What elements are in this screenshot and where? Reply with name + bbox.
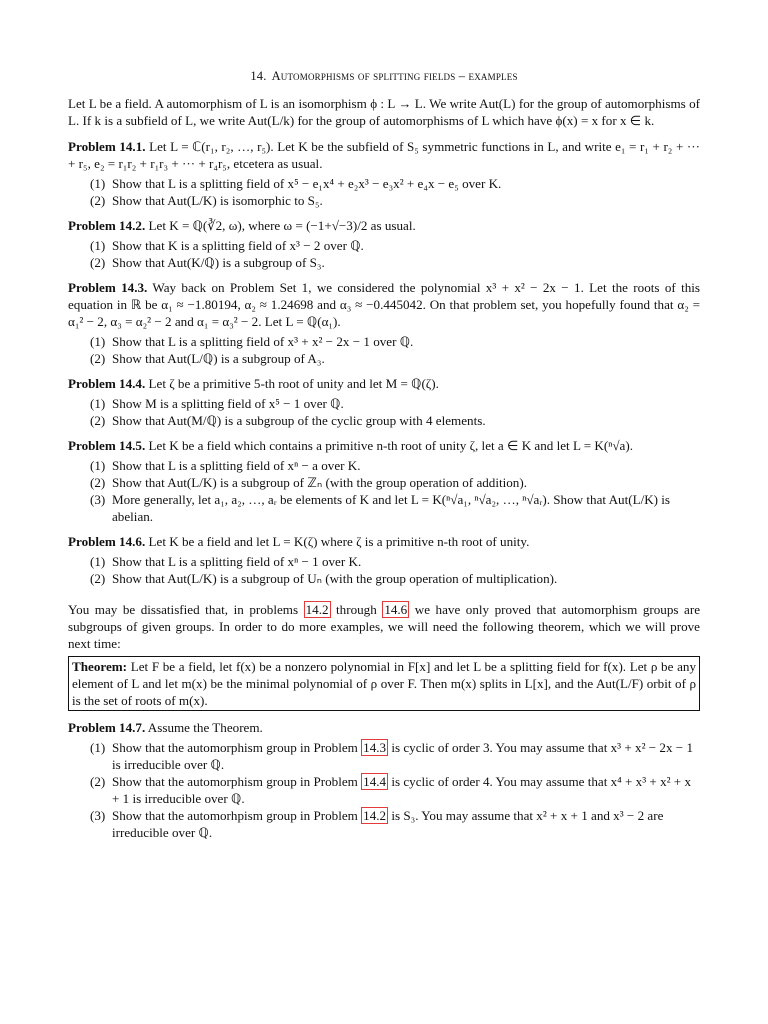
problem-items: [68, 395, 700, 429]
problem-statement: Let ζ be a primitive 5-th root of unity and let M = ℚ(ζ).: [148, 376, 439, 391]
problem-label: Problem 14.6.: [68, 534, 146, 549]
problem-items: [68, 739, 700, 841]
item-text: Show that L is a splitting field of xⁿ − a over K.: [112, 458, 361, 473]
list-item: [68, 570, 700, 587]
problem-items: [68, 553, 700, 587]
problem-link[interactable]: 14.3: [363, 740, 387, 755]
list-item: [68, 773, 700, 807]
item-number: (2): [90, 255, 106, 270]
item-number: (1): [90, 176, 106, 191]
problem-14-6: [68, 533, 700, 587]
problem-items: [68, 333, 700, 367]
list-item: [68, 237, 700, 254]
problem-14-2: [68, 217, 700, 271]
problem-statement: Let K be a field and let L = K(ζ) where ζ is a primitive n-th root of unity.: [148, 534, 530, 549]
list-item: [68, 175, 700, 192]
item-text: Show that the automorphism group in Problem: [112, 740, 362, 755]
problem-label: Problem 14.2.: [68, 218, 146, 233]
item-text: Show that the automorhpism group in Problem: [112, 808, 362, 823]
list-item: [68, 350, 700, 367]
list-item: [68, 412, 700, 429]
theorem-label: Theorem:: [72, 659, 128, 674]
item-number: (1): [90, 740, 106, 755]
remark-text-middle: through: [330, 602, 383, 617]
theorem-text: Let F be a field, let f(x) be a nonzero polynomial in F[x] and let L be a splitting field for f(x). Let ρ be any element of L and let m(x) be the minimal polynomial of ρ over F. Then m(x) splits in L[x], and the Aut(L/F) orbit of ρ is the set of roots of m(x).: [72, 659, 696, 708]
list-item: [68, 457, 700, 474]
item-number: (1): [90, 238, 106, 253]
item-text: Show that the automorphism group in Problem: [112, 774, 362, 789]
list-item: [68, 739, 700, 773]
list-item: [68, 491, 700, 525]
section-title-text: Automorphisms of splitting fields – examples: [271, 69, 518, 83]
remark-paragraph: [68, 601, 700, 652]
item-number: (2): [90, 413, 106, 428]
problem-14-7: [68, 719, 700, 841]
problem-label: Problem 14.5.: [68, 438, 146, 453]
problems-list: [68, 138, 700, 587]
problem-link[interactable]: 14.4: [363, 774, 387, 789]
problem-14-4: [68, 375, 700, 429]
problem-statement: Let K be a field which contains a primitive n-th root of unity ζ, let a ∈ K and let L = K(ⁿ√a).: [148, 438, 633, 453]
item-text: Show that K is a splitting field of x³ − 2 over ℚ.: [112, 238, 364, 253]
item-text: Show that L is a splitting field of xⁿ − 1 over K.: [112, 554, 362, 569]
item-text: Show that Aut(L/K) is a subgroup of Uₙ (with the group operation of multiplication).: [112, 571, 558, 586]
item-text: Show M is a splitting field of x⁵ − 1 over ℚ.: [112, 396, 344, 411]
item-number: (1): [90, 554, 106, 569]
remark-text-after: we have only proved that automorphism groups are subgroups of given groups. In order to do more examples, we will need the following theorem, which we will prove next time:: [68, 602, 701, 651]
item-text: Show that L is a splitting field of x⁵ − e₁x⁴ + e₂x³ − e₃x² + e₄x − e₅ over K.: [112, 176, 502, 191]
problem-link[interactable]: 14.2: [363, 808, 387, 823]
item-text: Show that Aut(K/ℚ) is a subgroup of S₃.: [112, 255, 325, 270]
item-number: (2): [90, 351, 106, 366]
item-number: (1): [90, 396, 106, 411]
problem-items: [68, 237, 700, 271]
item-text: Show that L is a splitting field of x³ + x² − 2x − 1 over ℚ.: [112, 334, 414, 349]
remark-text-before: You may be dissatisfied that, in problems: [68, 602, 304, 617]
item-number: (2): [90, 475, 106, 490]
item-text: is cyclic of order 4. You may assume that x⁴ + x³ + x² + x + 1 is irreducible over ℚ.: [112, 774, 692, 806]
problem-14-1: [68, 138, 700, 209]
item-number: (2): [90, 571, 106, 586]
problem-14-3: [68, 279, 700, 367]
problem-statement: Let L = ℂ(r₁, r₂, …, r₅). Let K be the subfield of S₅ symmetric functions in L, and write e₁ = r₁ + r₂ + ··· + r₅, e₂ = r₁r₂ + r₁r₃ + ··· + r₄r₅, etcetera as usual.: [68, 139, 700, 171]
problem-label: Problem 14.1.: [68, 139, 146, 154]
item-text: Show that Aut(L/K) is isomorphic to S₅.: [112, 193, 323, 208]
list-item: [68, 807, 700, 841]
item-text: Show that Aut(L/ℚ) is a subgroup of A₃.: [112, 351, 325, 366]
item-number: (1): [90, 458, 106, 473]
problem-statement: Assume the Theorem.: [147, 720, 263, 735]
theorem-box: [68, 656, 700, 711]
item-number: (2): [90, 774, 106, 789]
item-text: Show that Aut(M/ℚ) is a subgroup of the cyclic group with 4 elements.: [112, 413, 486, 428]
item-number: (1): [90, 334, 106, 349]
problem-link[interactable]: 14.2: [305, 602, 329, 617]
item-number: (3): [90, 808, 106, 823]
list-item: [68, 474, 700, 491]
intro-paragraph: Let L be a field. A automorphism of L is an isomorphism ϕ : L → L. We write Aut(L) for the group of automorphisms of L. If k is a subfield of L, we write Aut(L/k) for the group of automorphisms of L which have ϕ(x) = x for x ∈ k.: [68, 96, 700, 128]
item-number: (2): [90, 193, 106, 208]
problem-label: Problem 14.3.: [68, 280, 148, 295]
problem-items: [68, 175, 700, 209]
problem-statement: Let K = ℚ(∛2, ω), where ω = (−1+√−3)/2 as usual.: [148, 218, 416, 233]
problem-link[interactable]: 14.6: [384, 602, 408, 617]
problem-14-5: [68, 437, 700, 525]
problem-label: Problem 14.7.: [68, 720, 146, 735]
item-text: Show that Aut(L/K) is a subgroup of ℤₙ (with the group operation of addition).: [112, 475, 527, 490]
list-item: [68, 333, 700, 350]
item-number: (3): [90, 492, 106, 507]
list-item: [68, 254, 700, 271]
item-text: More generally, let a₁, a₂, …, aᵣ be elements of K and let L = K(ⁿ√a₁, ⁿ√a₂, …, ⁿ√aᵣ). Show that Aut(L/K) is abelian.: [112, 492, 671, 524]
problem-label: Problem 14.4.: [68, 376, 146, 391]
list-item: [68, 553, 700, 570]
section-number: 14.: [250, 69, 267, 83]
list-item: [68, 395, 700, 412]
problem-items: [68, 457, 700, 525]
list-item: [68, 192, 700, 209]
problem-statement: Way back on Problem Set 1, we considered the polynomial x³ + x² − 2x − 1. Let the roots of this equation in ℝ be α₁ ≈ −1.80194, α₂ ≈ 1.24698 and α₃ ≈ −0.445042. On that problem set, you hopefully found that α₂ = α₁² − 2, α₃ = α₂² − 2 and α₁ = α₃² − 2. Let L = ℚ(α₁).: [68, 280, 700, 329]
document-page: [68, 68, 700, 849]
section-title: [68, 68, 700, 85]
item-text: is cyclic of order 3. You may assume that x³ + x² − 2x − 1 is irreducible over ℚ.: [112, 740, 693, 772]
item-text: is S₃. You may assume that x² + x + 1 and x³ − 2 are irreducible over ℚ.: [112, 808, 664, 840]
